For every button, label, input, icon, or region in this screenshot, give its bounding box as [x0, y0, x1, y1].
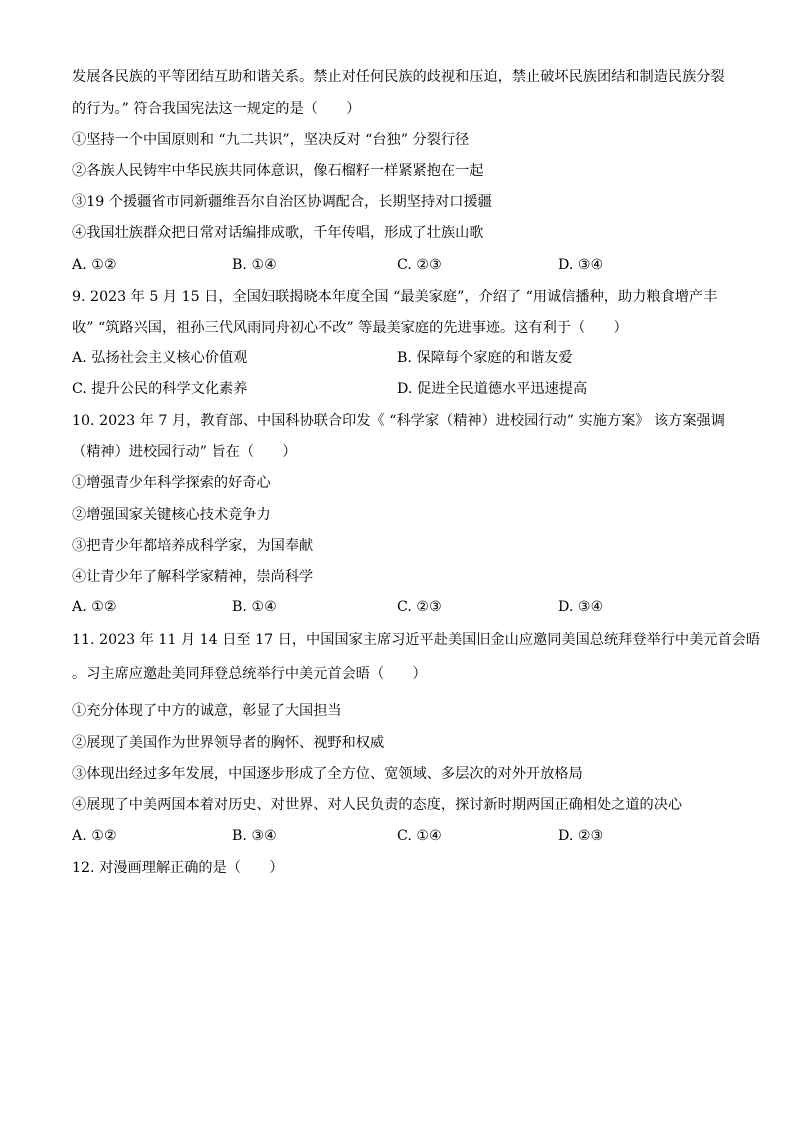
q9-options-row [72, 379, 732, 399]
q10-statement: ①增强青少年科学探索的好奇心 [72, 475, 271, 491]
q9-stem-line: 9. 2023 年 5 月 15 日，全国妇联揭晓本年度全国 “最美家庭”，介绍了 “用诚信播种，助力粮食增产丰 [72, 289, 718, 305]
q10-statement: ④让青少年了解科学家精神，崇尚科学 [72, 569, 314, 585]
q9-stem-line: 收” “筑路兴国，祖孙三代风雨同舟初心不改” 等最美家庭的先进事迹。这有利于（ ） [72, 320, 628, 336]
q8-text-line: 的行为。” 符合我国宪法这一规定的是（ ） [72, 101, 361, 117]
option-d[interactable]: D. ③④ [558, 599, 604, 615]
option-a[interactable]: A. ①② [72, 828, 117, 844]
q11-statement: ②展现了美国作为世界领导者的胸怀、视野和权威 [72, 735, 385, 751]
q8-text-line: 发展各民族的平等团结互助和谐关系。禁止对任何民族的歧视和压迫，禁止破坏民族团结和制造民族分裂 [72, 69, 725, 85]
q8-statement: ④我国壮族群众把日常对话编排成歌，千年传唱，形成了壮族山歌 [72, 225, 484, 241]
option-a[interactable]: A. 弘扬社会主义核心价值观 [72, 350, 248, 366]
option-a[interactable]: A. ①② [72, 257, 117, 273]
option-c[interactable]: C. ①④ [397, 828, 442, 844]
q10-statement: ③把青少年都培养成科学家，为国奉献 [72, 538, 314, 554]
option-d[interactable]: D. ③④ [558, 257, 604, 273]
option-d[interactable]: D. ②③ [558, 828, 604, 844]
q10-stem-line: 10. 2023 年 7 月，教育部、中国科协联合印发《 “科学家（精神）进校园行动” 实施方案》 该方案强调 [72, 413, 725, 429]
q8-statement: ②各族人民铸牢中华民族共同体意识，像石榴籽一样紧紧抱在一起 [72, 163, 484, 179]
option-d[interactable]: D. 促进全民道德水平迅速提高 [397, 381, 588, 397]
q8-statement: ③19 个援疆省市同新疆维吾尔自治区协调配合，长期坚持对口援疆 [72, 194, 492, 210]
q10-options [72, 597, 732, 617]
q11-statement: ③体现出经过多年发展，中国逐步形成了全方位、宽领域、多层次的对外开放格局 [72, 766, 583, 782]
option-c[interactable]: C. ②③ [397, 257, 442, 273]
q8-statement: ①坚持一个中国原则和 “九二共识”，坚决反对 “台独” 分裂行径 [72, 132, 470, 148]
q11-statement: ①充分体现了中方的诚意，彰显了大国担当 [72, 703, 342, 719]
option-b[interactable]: B. ①④ [232, 257, 277, 273]
q8-options [72, 255, 732, 275]
q11-options [72, 826, 732, 846]
option-b[interactable]: B. ③④ [232, 828, 277, 844]
q10-statement: ②增强国家关键核心技术竞争力 [72, 507, 271, 523]
q11-stem-line: 11. 2023 年 11 月 14 日至 17 日，中国国家主席习近平赴美国旧金山应邀同美国总统拜登举行中美元首会晤 [72, 632, 761, 648]
q11-statement: ④展现了中美两国本着对历史、对世界、对人民负责的态度，探讨新时期两国正确相处之道的决心 [72, 797, 683, 813]
q9-options-row [72, 348, 732, 368]
option-c[interactable]: C. ②③ [397, 599, 442, 615]
option-b[interactable]: B. ①④ [232, 599, 277, 615]
q10-stem-line: （精神）进校园行动” 旨在（ ） [72, 444, 297, 460]
option-a[interactable]: A. ①② [72, 599, 117, 615]
option-c[interactable]: C. 提升公民的科学文化素养 [72, 381, 248, 397]
q11-stem-line: 。习主席应邀赴美同拜登总统举行中美元首会晤（ ） [72, 666, 427, 682]
q12-stem-line: 12. 对漫画理解正确的是（ ） [72, 860, 284, 876]
option-b[interactable]: B. 保障每个家庭的和谐友爱 [397, 350, 573, 366]
